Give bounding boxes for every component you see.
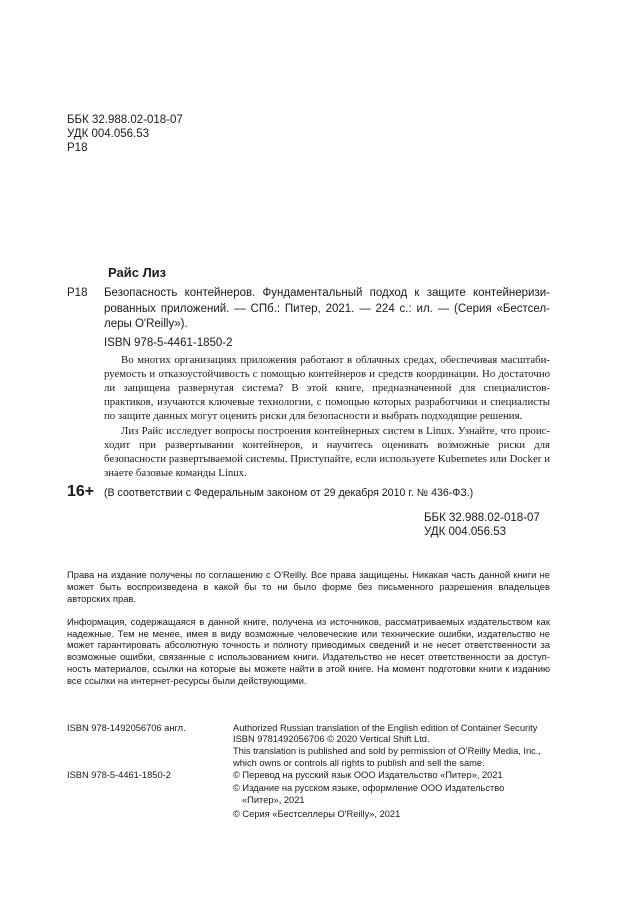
age-rating-mark: 16+ <box>67 483 95 501</box>
annotation-paragraph: Во многих организациях приложения работают в облачных средах, обеспечивая масштабируемость и отказоустойчивость с помощью контейнеров и средств координации. Но достаточно ли защищена развернутая система? В этой книге, предназначенной для специалистов-практиков, изучаются ключевые технологии, с помощью которых разработчики и специалисты по защите данных могут оценить риски для безопасности и выбрать подходящие решения. <box>104 353 550 423</box>
translation-notice-line: This translation is published and sold by permission of O’Reilly Media, Inc., <box>233 746 541 757</box>
udk-code: УДК 004.056.53 <box>67 128 150 140</box>
bbk-code: ББК 32.988.02-018-07 <box>424 512 540 525</box>
copyright-line: «Питер», 2021 <box>242 795 305 806</box>
isbn-list <box>67 723 233 821</box>
bbk-code: ББК 32.988.02-018-07 <box>67 114 183 126</box>
russian-isbn: ISBN 978-5-4461-1850-2 <box>67 769 171 780</box>
book-annotation <box>104 353 550 481</box>
translation-notice-line: ISBN 9781492056706 © 2020 Vertical Shift Ltd. <box>233 734 430 745</box>
entry-isbn: ISBN 978-5-4461-1850-2 <box>104 336 233 349</box>
copyright-line: © Перевод на русский язык ООО Издательство «Питер», 2021 <box>233 769 503 780</box>
udk-code: УДК 004.056.53 <box>424 526 507 539</box>
entry-author-code: Р18 <box>67 287 88 299</box>
age-rating-law-note: (В соответствии с Федеральным законом от 29 декабря 2010 г. № 436-ФЗ.) <box>104 487 474 500</box>
annotation-paragraph: Лиз Райс исследует вопросы построения контейнерных систем в Linux. Узнайте, что происходит при развертывании контейнеров, и научитесь оценивать возможные риски для безопасности развертываемой системы. Приступайте, если используете Kubernetes или Docker и знаете базовые команды Linux. <box>104 424 550 480</box>
copyright-line: © Издание на русском языке, оформление ООО Издательство <box>233 783 505 794</box>
isbn-section <box>67 723 587 821</box>
copyright-statements <box>233 723 587 821</box>
rights-notice <box>67 569 550 686</box>
classification-codes-top <box>67 113 550 155</box>
copyright-line: © Серия «Бестселлеры O'Reilly», 2021 <box>233 809 401 820</box>
classification-codes-right <box>424 511 550 539</box>
bibliographic-description: Безопасность контейнеров. Фундаментальный подход к защите контейнеризированных приложений. — СПб.: Питер, 2021. — 224 с.: ил. — (Серия «Бестселлеры O'Reilly»). <box>104 287 550 330</box>
author-name: Райс Лиз <box>108 265 167 280</box>
translation-notice-line: Authorized Russian translation of the English edition of Container Security <box>233 722 538 733</box>
translation-notice-line: which owns or controls all rights to publish and sell the same. <box>233 757 485 768</box>
bibliographic-entry <box>67 286 550 350</box>
age-rating <box>67 483 550 501</box>
entry-body <box>104 286 550 350</box>
rights-paragraph: Права на издание получены по соглашению с O'Reilly. Все права защищены. Никакая часть данной книги не может быть воспроизведена в какой бы то ни было форме без письменного разрешения владельцев авторских прав. <box>67 569 550 604</box>
original-isbn: ISBN 978-1492056706 англ. <box>67 722 186 733</box>
disclaimer-paragraph: Информация, содержащаяся в данной книге, получена из источников, рассматриваемых издательством как надежные. Тем не менее, имея в виду возможные человеческие или технические ошибки, издательство не может гарантировать абсолютную точность и полноту приводимых сведений и не несет ответственности за возможные ошибки, связанные с использованием книги. Издательство не несет ответственности за доступность материалов, ссылки на которые вы можете найти в этой книге. На момент подготовки книги к изданию все ссылки на интернет-ресурсы были действующими. <box>67 615 550 686</box>
author-code: Р18 <box>67 142 88 154</box>
